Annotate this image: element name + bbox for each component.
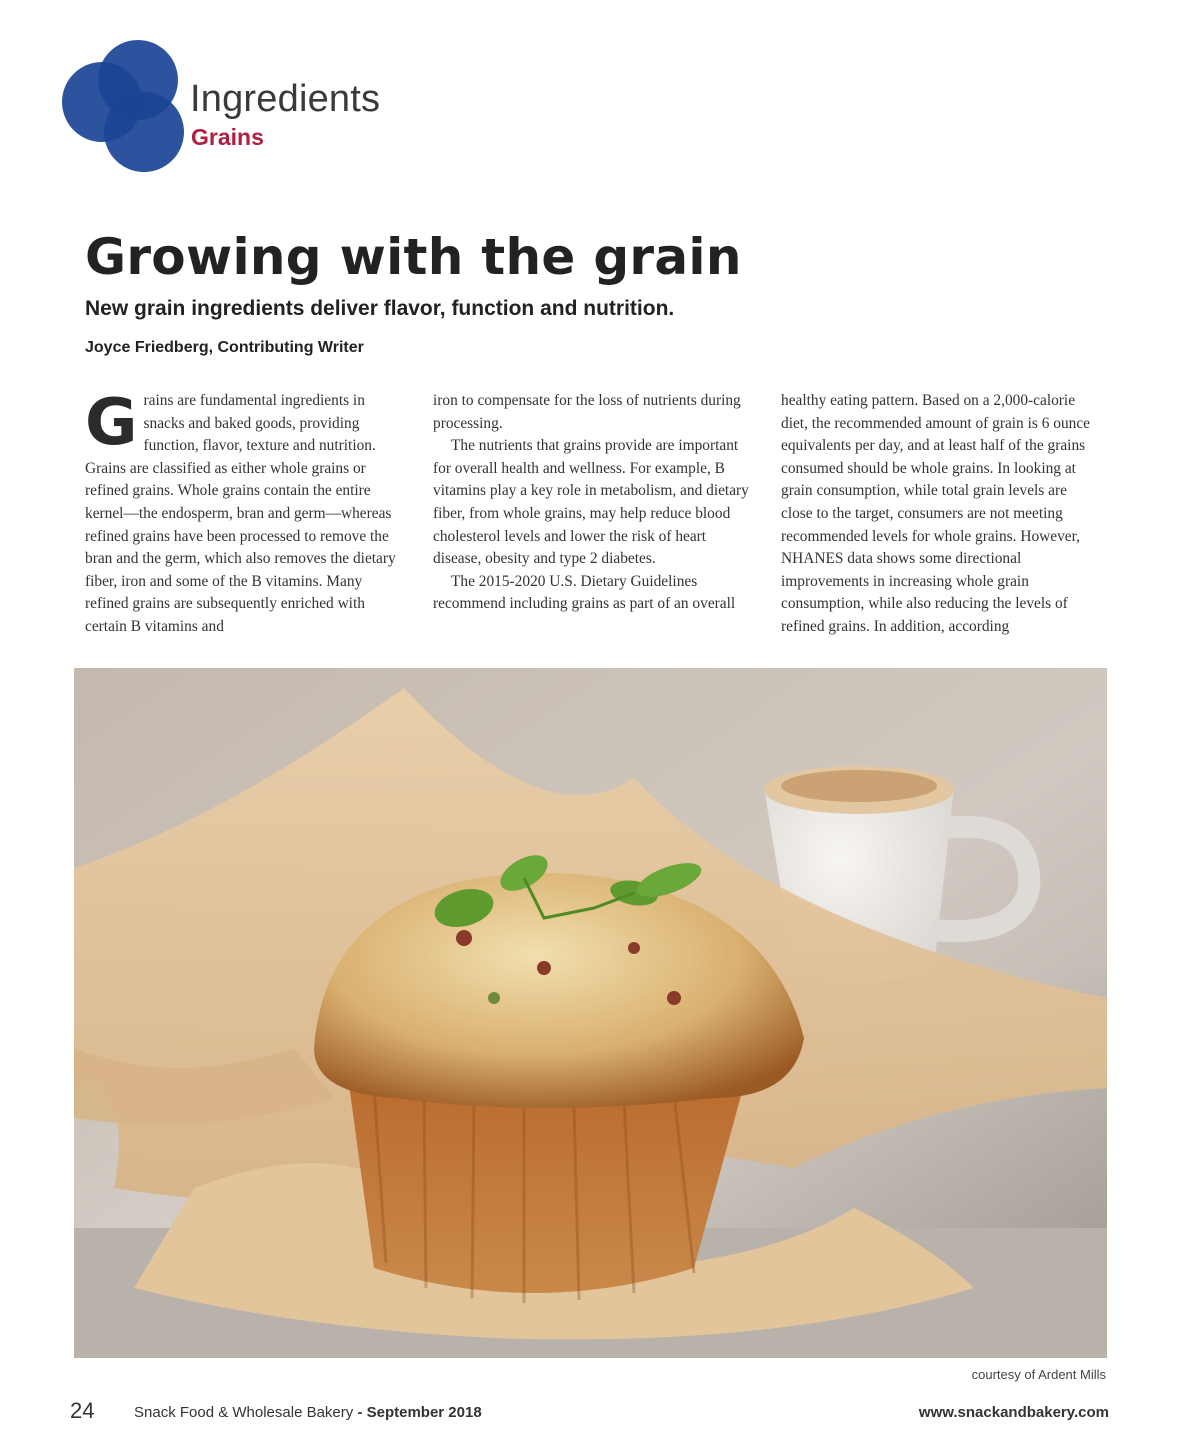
section-subtitle: Grains	[191, 124, 264, 150]
paragraph: The nutrients that grains provide are important for overall health and wellness. For example, B vitamins play a key role in metabolism, and dietary fiber, from whole grains, may help reduce blood cholesterol levels and lower the risk of heart disease, obesity and type 2 diabetes.	[433, 437, 749, 568]
text-column-2	[433, 390, 753, 616]
magazine-name	[134, 1404, 482, 1421]
paragraph: rains are fundamental ingredients in snacks and baked goods, providing function, flavor, texture and nutrition. Grains are classified as either whole grains or refined grains. Whole grains contain the entire kernel—the endosperm, bran and germ—whereas refined grains have been processed to remove the bran and the germ, which also removes the dietary fiber, iron and some of the B vitamins. Many refined grains are subsequently enriched with certain B vitamins and	[85, 392, 396, 635]
text-column-1	[85, 386, 405, 639]
section-title: Ingredients	[190, 78, 381, 120]
overlapping-circles-logo	[60, 40, 185, 175]
photo-credit: courtesy of Ardent Mills	[971, 1367, 1106, 1382]
drop-cap: G	[85, 386, 138, 460]
paragraph: healthy eating pattern. Based on a 2,000-calorie diet, the recommended amount of grain is 6 ounce equivalents per day, and at least half of the grains consumed should be whole grains. In looking at grain consumption, while total grain levels are close to the target, consumers are not meeting recommended levels for whole grains. However, NHANES data shows some directional improvements in increasing whole grain consumption, while also reducing the levels of refined grains. In addition, according	[781, 392, 1090, 635]
paragraph: The 2015-2020 U.S. Dietary Guidelines recommend including grains as part of an overall	[433, 572, 736, 613]
magazine-title: Snack Food & Wholesale Bakery	[134, 1404, 354, 1421]
page-number: 24	[70, 1398, 95, 1423]
text-column-3	[781, 390, 1101, 639]
article-deck: New grain ingredients deliver flavor, function and nutrition.	[85, 297, 675, 320]
website-link[interactable]: www.snackandbakery.com	[918, 1404, 1109, 1421]
muffin-photo	[74, 668, 1107, 1358]
paragraph: iron to compensate for the loss of nutrients during processing.	[433, 392, 741, 432]
article-title: Growing with the grain	[85, 228, 742, 286]
issue-date: - September 2018	[357, 1404, 482, 1421]
article-byline: Joyce Friedberg, Contributing Writer	[85, 339, 364, 356]
